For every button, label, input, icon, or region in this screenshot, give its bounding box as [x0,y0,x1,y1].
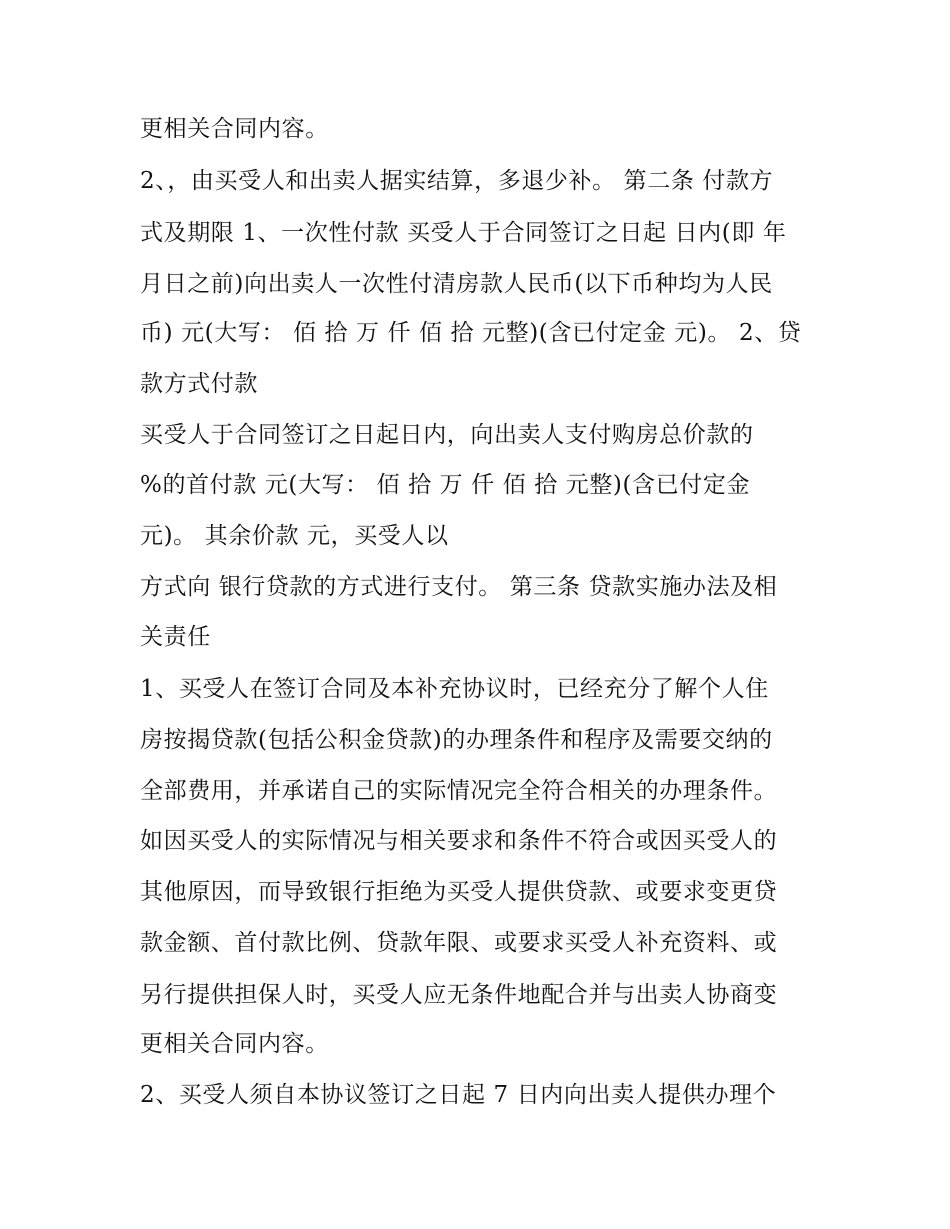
text-line: 款方式付款 [140,371,258,397]
text-line: 房按揭贷款(包括公积金贷款)的办理条件和程序及需要交纳的 [140,727,773,753]
text-line: 币) 元(大写： 佰 拾 万 仟 佰 拾 元整)(含已付定金 元)。 2、贷 [140,320,802,346]
text-line: 另行提供担保人时，买受人应无条件地配合并与出卖人协商变 [140,982,778,1008]
text-line: 方式向 银行贷款的方式进行支付。 第三条 贷款实施办法及相 [140,574,778,600]
text-line: 2、买受人须自本协议签订之日起 7 日内向出卖人提供办理个 [140,1082,777,1108]
text-line: 关责任 [140,624,211,650]
text-line: 款金额、首付款比例、贷款年限、或要求买受人补充资料、或 [140,930,778,956]
text-line: 1、买受人在签订合同及本补充协议时，已经充分了解个人住 [140,676,769,702]
text-line: 月日之前)向出卖人一次性付清房款人民币(以下币种均为人民 [140,271,773,297]
text-line: 买受人于合同签订之日起日内，向出卖人支付购房总价款的 [140,422,754,448]
text-line: %的首付款 元(大写： 佰 拾 万 仟 佰 拾 元整)(含已付定金 [140,472,751,498]
text-line: 元)。 其余价款 元，买受人以 [140,523,449,549]
text-line: 其他原因，而导致银行拒绝为买受人提供贷款、或要求变更贷 [140,879,778,905]
text-line: 更相关合同内容。 [140,1031,329,1057]
text-line: 更相关合同内容。 [140,116,329,142]
text-line: 式及期限 1、一次性付款 买受人于合同签订之日起 日内(即 年 [140,220,787,246]
text-line: 如因买受人的实际情况与相关要求和条件不符合或因买受人的 [140,828,778,854]
text-line: 2、，由买受人和出卖人据实结算，多退少补。 第二条 付款方 [140,168,774,194]
text-line: 全部费用，并承诺自己的实际情况完全符合相关的办理条件。 [140,778,778,804]
